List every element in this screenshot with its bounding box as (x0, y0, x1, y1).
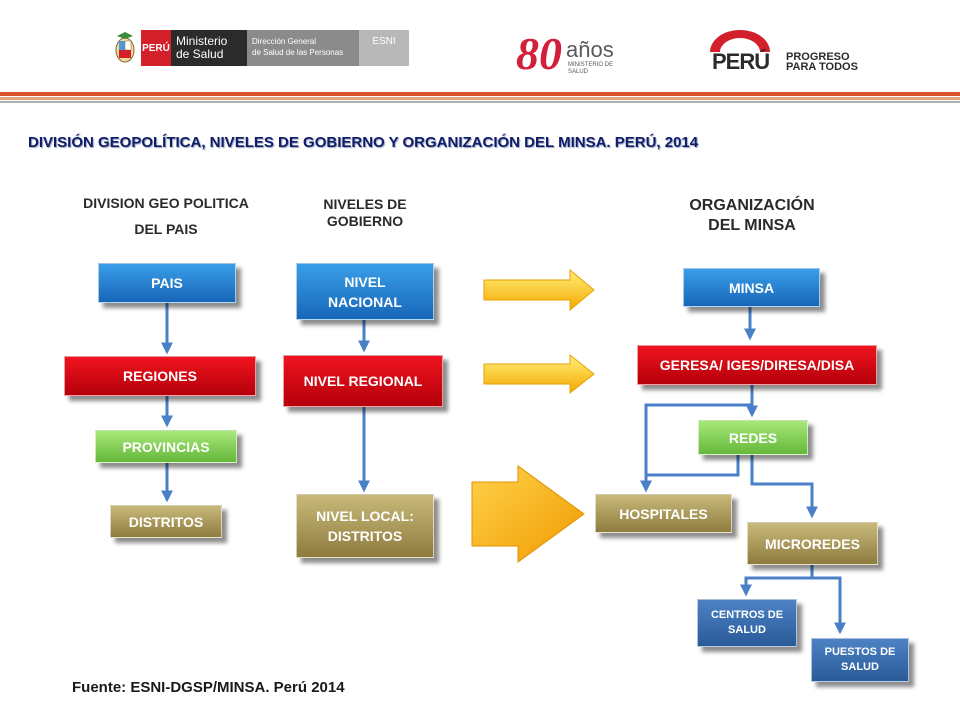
orange-arrow-local (472, 466, 584, 562)
node-microredes: MICROREDES (747, 522, 878, 565)
80-anos-word: años (566, 37, 614, 62)
node-distritos: DISTRITOS (110, 505, 222, 538)
column-header-geo: DIVISION GEO POLITICA DEL PAIS (83, 195, 249, 237)
arrow-microredes-centros (746, 565, 812, 594)
80-anos-sub: MINISTERIO DE SALUD (568, 62, 614, 75)
peru-logo-word: PERÚ (712, 49, 770, 74)
node-nivel-local: NIVEL LOCAL: DISTRITOS (296, 494, 434, 558)
node-hospitales: HOSPITALES (595, 494, 732, 533)
node-nivel-nacional: NIVEL NACIONAL (296, 263, 434, 320)
node-minsa: MINSA (683, 268, 820, 307)
column-header-org: ORGANIZACIÓN DEL MINSA (689, 197, 815, 234)
column-header-gov: NIVELES DE GOBIERNO (323, 196, 407, 229)
minsa-logo-peru: PERÚ (141, 30, 171, 66)
peru-logo-tagline: PROGRESO PARA TODOS (786, 51, 858, 73)
node-regiones: REGIONES (64, 356, 256, 396)
arrow-redes-hospitales (646, 455, 738, 475)
arrow-redes-microredes (752, 455, 812, 516)
yellow-arrow-nacional (484, 270, 594, 310)
node-redes: REDES (698, 420, 808, 455)
node-geresa: GERESA/ IGES/DIRESA/DISA (637, 345, 877, 385)
arrow-microredes-puestos (812, 565, 840, 632)
80-anos-number: 80 (516, 28, 562, 79)
source-note: Fuente: ESNI-DGSP/MINSA. Perú 2014 (72, 679, 345, 696)
minsa-logo-esni: ESNI (359, 30, 409, 66)
slide-title: DIVISIÓN GEOPOLÍTICA, NIVELES DE GOBIERNO Y ORGANIZACIÓN DEL MINSA. PERÚ, 2014 (28, 134, 699, 151)
node-pais: PAIS (98, 263, 236, 303)
node-puestos-de-salud: PUESTOS DE SALUD (811, 638, 909, 682)
node-centros-de-salud: CENTROS DE SALUD (697, 599, 797, 647)
yellow-arrow-regional (484, 355, 594, 393)
node-provincias: PROVINCIAS (95, 430, 237, 463)
node-nivel-regional: NIVEL REGIONAL (283, 355, 443, 407)
minsa-logo-ministerio: Ministerio de Salud (171, 30, 247, 66)
minsa-logo-direccion: Dirección General de Salud de las Personas (247, 30, 359, 66)
